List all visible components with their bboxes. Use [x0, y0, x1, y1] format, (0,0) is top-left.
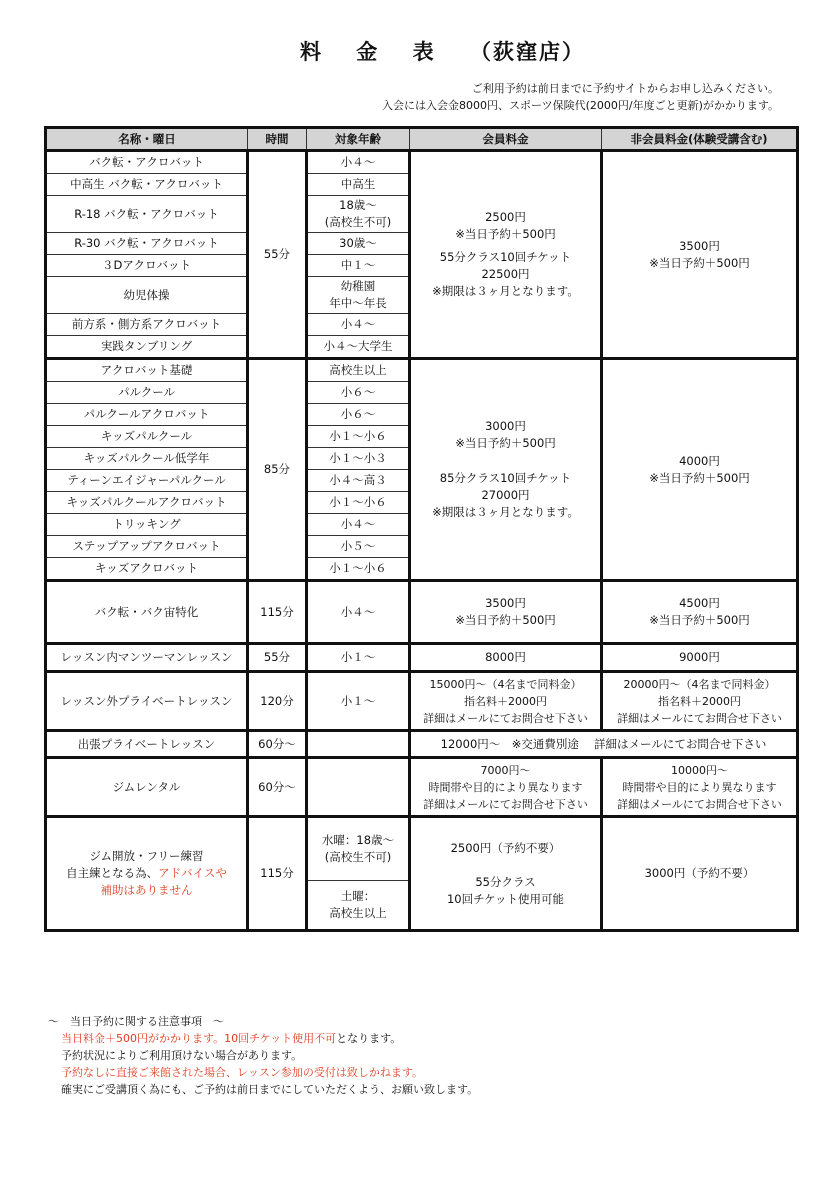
table-row — [46, 672, 798, 731]
open-gym-note — [49, 865, 244, 882]
target-age: 小４～ — [307, 581, 410, 644]
nonmember-price: 10000円～ 時間帯や目的により異なります 詳細はメールにてお問合せ下さい — [602, 758, 798, 817]
col-header-time: 時間 — [248, 128, 307, 151]
duration: 115分 — [248, 817, 307, 931]
class-name: ステップアップアクロバット — [46, 536, 248, 558]
target-age: 小１～ — [307, 644, 410, 672]
duration: 60分～ — [248, 758, 307, 817]
class-name: ３Dアクロバット — [46, 255, 248, 277]
target-age: 土曜： 高校生以上 — [307, 881, 410, 931]
open-gym-title: ジム開放・フリー練習 — [89, 849, 204, 863]
member-price: 8000円 — [410, 644, 602, 672]
price-line: ※期限は３ヶ月となります。 — [432, 505, 579, 519]
class-name: 幼児体操 — [46, 277, 248, 314]
target-age: 小４～大学生 — [307, 336, 410, 359]
target-age: 小４～高３ — [307, 470, 410, 492]
class-name: 前方系・側方系アクロバット — [46, 314, 248, 336]
nonmember-price: 3000円（予約不要） — [602, 817, 798, 931]
duration: 55分 — [248, 151, 307, 359]
class-name: R-18 バク転・アクロバット — [46, 196, 248, 233]
table-row — [46, 817, 798, 881]
class-name: パルクール — [46, 382, 248, 404]
class-name: キッズパルクール低学年 — [46, 448, 248, 470]
target-age: 30歳～ — [307, 233, 410, 255]
target-age: 水曜：18歳～ (高校生不可) — [307, 817, 410, 881]
duration: 60分～ — [248, 731, 307, 758]
price-line: ※当日予約＋500円 — [649, 470, 750, 485]
class-name — [46, 817, 248, 931]
table-row — [46, 359, 798, 382]
class-name: トリッキング — [46, 514, 248, 536]
footer-notes — [48, 1013, 478, 1098]
price-line: ※当日予約＋500円 — [455, 227, 556, 241]
open-gym-warning-2: 補助はありません — [100, 883, 193, 897]
class-name: アクロバット基礎 — [46, 359, 248, 382]
footer-warning: 当日料金＋500円がかかります。10回チケット使用不可 — [61, 1032, 337, 1045]
target-age: 小１～小３ — [307, 448, 410, 470]
table-row — [46, 581, 798, 644]
price-line: 22500円 — [481, 267, 530, 281]
price-line: 3500円 — [679, 238, 720, 253]
nonmember-price: 4500円 ※当日予約＋500円 — [602, 581, 798, 644]
price-table — [44, 126, 799, 932]
price-line: 85分クラス10回チケット — [439, 471, 572, 485]
table-row — [46, 758, 798, 817]
page-title — [300, 36, 700, 66]
price-line: 3000円 — [485, 419, 526, 433]
col-header-nonmember: 非会員料金(体験受講含む) — [602, 128, 798, 151]
open-gym-warning-1: アドバイスや — [158, 866, 227, 880]
price-line: 55分クラス10回チケット — [439, 250, 572, 264]
target-age — [307, 758, 410, 817]
class-name: 実践タンブリング — [46, 336, 248, 359]
class-name: レッスン外プライベートレッスン — [46, 672, 248, 731]
nonmember-price — [602, 359, 798, 581]
target-age: 小１～小６ — [307, 426, 410, 448]
target-age: 中高生 — [307, 174, 410, 196]
table-row — [46, 151, 798, 174]
class-name: バク転・バク宙特化 — [46, 581, 248, 644]
member-price: 3500円 ※当日予約＋500円 — [410, 581, 602, 644]
class-name: キッズパルクール — [46, 426, 248, 448]
member-price: 2500円（予約不要） 55分クラス 10回チケット使用可能 — [410, 817, 602, 931]
class-name: ティーンエイジャーパルクール — [46, 470, 248, 492]
price-line: 27000円 — [481, 488, 530, 502]
nonmember-price — [602, 151, 798, 359]
col-header-age: 対象年齢 — [307, 128, 410, 151]
target-age: 小４～ — [307, 514, 410, 536]
duration: 115分 — [248, 581, 307, 644]
target-age: 小１～小６ — [307, 558, 410, 581]
target-age: 小４～ — [307, 314, 410, 336]
duration: 85分 — [248, 359, 307, 581]
table-header-row — [46, 128, 798, 151]
nonmember-price: 20000円～（4名まで同料金） 指名料＋2000円 詳細はメールにてお問合せ下さい — [602, 672, 798, 731]
col-header-member: 会員料金 — [410, 128, 602, 151]
target-age — [307, 731, 410, 758]
member-price — [410, 359, 602, 581]
price-line: ※期限は３ヶ月となります。 — [432, 284, 579, 298]
class-name: ジムレンタル — [46, 758, 248, 817]
footer-line-4: 確実にご受講頂く為にも、ご予約は前日までにしていただくよう、お願い致します。 — [61, 1083, 479, 1096]
target-age: 小５～ — [307, 536, 410, 558]
nonmember-price: 9000円 — [602, 644, 798, 672]
target-age: 幼稚園 年中～年長 — [307, 277, 410, 314]
footer-line-2: 予約状況によりご利用頂けない場合があります。 — [61, 1049, 303, 1062]
price-line: ※当日予約＋500円 — [455, 436, 556, 450]
footer-line-1-tail: となります。 — [336, 1032, 402, 1045]
open-gym-note-text: 自主練となる為、 — [66, 866, 159, 880]
price-line: 4000円 — [679, 453, 720, 468]
price-line: ※当日予約＋500円 — [649, 255, 750, 270]
class-name: パルクールアクロバット — [46, 404, 248, 426]
outreach-price: 12000円～ ※交通費別途 詳細はメールにてお問合せ下さい — [410, 731, 798, 758]
title-text: 料 金 表 — [300, 40, 448, 64]
spacer — [413, 452, 598, 470]
target-age: 高校生以上 — [307, 359, 410, 382]
class-name: バク転・アクロバット — [46, 151, 248, 174]
class-name: 中高生 バク転・アクロバット — [46, 174, 248, 196]
reservation-note: ご利用予約は前日までに予約サイトからお申し込みください。 — [471, 82, 779, 95]
store-name: （荻窪店） — [470, 40, 585, 64]
footer-line-3: 予約なしに直接ご来館された場合、レッスン参加の受付は致しかねます。 — [61, 1066, 424, 1079]
footer-line-1 — [48, 1030, 478, 1047]
member-price — [410, 151, 602, 359]
target-age: 中１～ — [307, 255, 410, 277]
footer-heading: ～ 当日予約に関する注意事項 ～ — [48, 1015, 224, 1028]
class-name: 出張プライベートレッスン — [46, 731, 248, 758]
target-age: 18歳～ (高校生不可) — [307, 196, 410, 233]
class-name: レッスン内マンツーマンレッスン — [46, 644, 248, 672]
duration: 55分 — [248, 644, 307, 672]
table-row — [46, 644, 798, 672]
target-age: 小４～ — [307, 151, 410, 174]
duration: 120分 — [248, 672, 307, 731]
target-age: 小６～ — [307, 404, 410, 426]
target-age: 小１～小６ — [307, 492, 410, 514]
target-age: 小６～ — [307, 382, 410, 404]
target-age: 小１～ — [307, 672, 410, 731]
class-name: R-30 バク転・アクロバット — [46, 233, 248, 255]
class-name: キッズパルクールアクロバット — [46, 492, 248, 514]
col-header-name: 名称・曜日 — [46, 128, 248, 151]
member-price: 15000円～（4名まで同料金） 指名料＋2000円 詳細はメールにてお問合せ下さい — [410, 672, 602, 731]
price-line: 2500円 — [485, 210, 526, 224]
class-name: キッズアクロバット — [46, 558, 248, 581]
member-price: 7000円～ 時間帯や目的により異なります 詳細はメールにてお問合せ下さい — [410, 758, 602, 817]
table-row — [46, 731, 798, 758]
admission-note: 入会には入会金8000円、スポーツ保険代(2000円/年度ごと更新)がかかります。 — [382, 99, 779, 112]
